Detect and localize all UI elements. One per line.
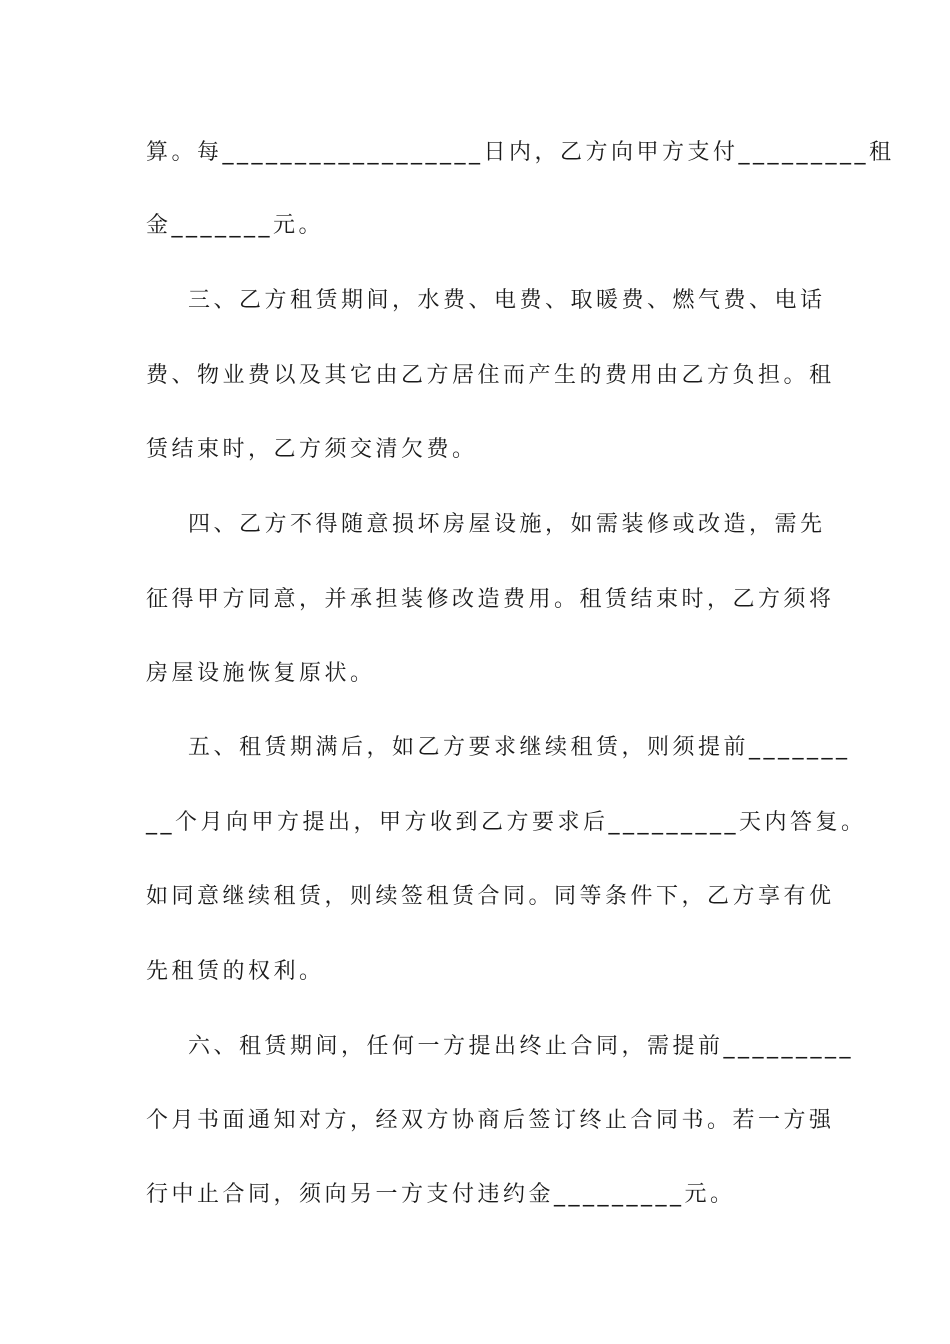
text-line: 金_______元。: [146, 213, 325, 238]
text-line: 如同意继续租赁，则续签租赁合同。同等条件下，乙方享有优: [146, 884, 835, 909]
text-line: 算。每__________________日内，乙方向甲方支付_________租: [146, 140, 895, 165]
text-line: 三、乙方租赁期间，水费、电费、取暖费、燃气费、电话: [146, 288, 826, 313]
text-line: 四、乙方不得随意损坏房屋设施，如需装修或改造，需先: [146, 512, 826, 537]
text-line: 房屋设施恢复原状。: [146, 661, 376, 686]
text-line: 先租赁的权利。: [146, 959, 325, 984]
text-line: 行中止合同，须向另一方支付违约金_________元。: [146, 1182, 736, 1207]
text-line: 五、租赁期满后，如乙方要求继续租赁，则须提前_______: [146, 735, 851, 760]
text-line: 费、物业费以及其它由乙方居住而产生的费用由乙方负担。租: [146, 363, 835, 388]
text-line: 赁结束时，乙方须交清欠费。: [146, 437, 478, 462]
text-line: 征得甲方同意，并承担装修改造费用。租赁结束时，乙方须将: [146, 587, 835, 612]
text-line: 个月书面通知对方，经双方协商后签订终止合同书。若一方强: [146, 1108, 835, 1133]
text-line: 六、租赁期间，任何一方提出终止合同，需提前_________: [146, 1034, 854, 1059]
text-line: __个月向甲方提出，甲方收到乙方要求后_________天内答复。: [146, 810, 867, 835]
